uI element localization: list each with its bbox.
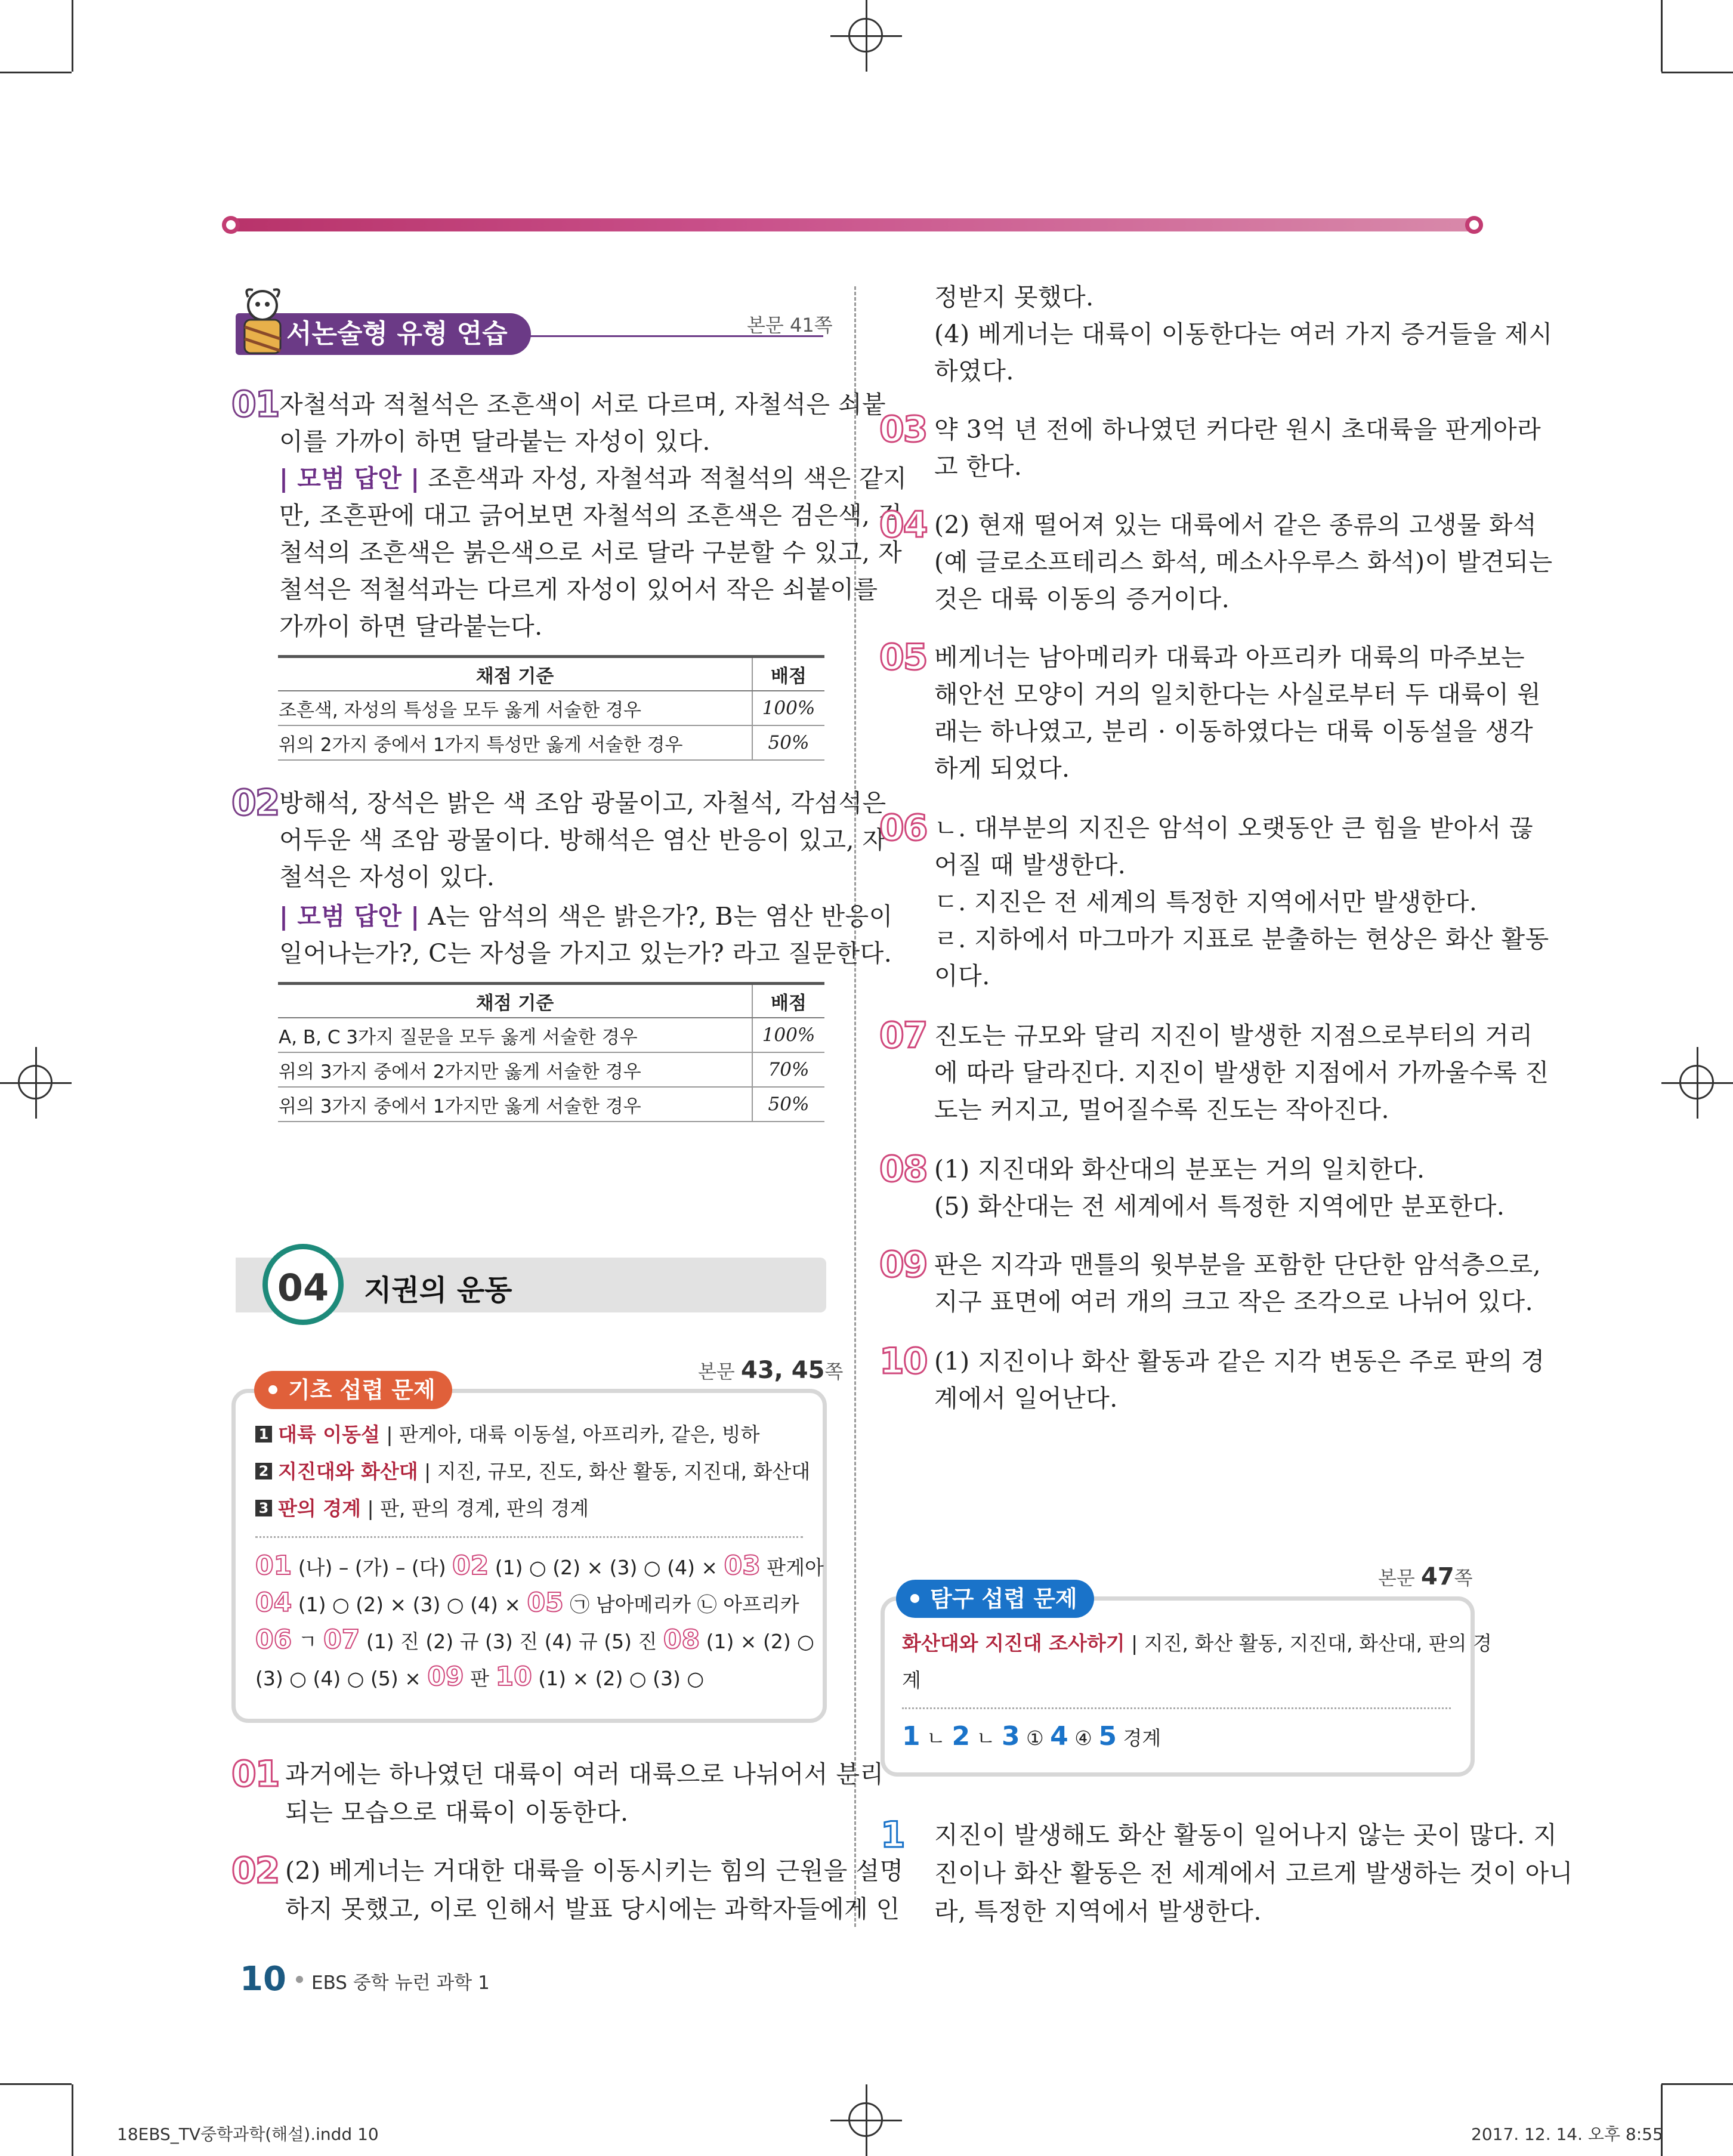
registration-mark bbox=[830, 2084, 902, 2156]
section-number: 04 bbox=[277, 1266, 329, 1309]
keyword-text: 판게아, 대륙 이동설, 아프리카, 같은, 빙하 bbox=[399, 1423, 760, 1446]
answer-value: (1) × (2) ○ (3) ○ bbox=[532, 1667, 705, 1690]
table-header: 배점 bbox=[752, 657, 824, 691]
table-cell: 70% bbox=[752, 1052, 824, 1087]
keyword-separator: | bbox=[1125, 1632, 1144, 1655]
answer-value: 판 bbox=[464, 1667, 496, 1690]
answer-value: 판게아 bbox=[760, 1556, 824, 1579]
registration-mark bbox=[0, 1047, 72, 1119]
explanation-line: (1) 지진대와 화산대의 분포는 거의 일치한다. bbox=[934, 1155, 1425, 1184]
scoring-table bbox=[278, 982, 824, 1122]
model-answer-line bbox=[279, 898, 893, 934]
page-reference bbox=[1378, 1563, 1473, 1590]
crop-mark bbox=[72, 2084, 73, 2156]
answer-row bbox=[255, 1588, 799, 1620]
model-answer-line: 철석의 조흔색은 붉은색으로 서로 달라 구분할 수 있고, 자 bbox=[279, 538, 903, 567]
explanation-line: 계에서 일어난다. bbox=[934, 1384, 1118, 1413]
explanation-line: 정받지 못했다. bbox=[934, 283, 1094, 311]
answer-value: (1) ○ (2) × (3) ○ (4) × bbox=[292, 1593, 527, 1616]
table-cell: 위의 3가지 중에서 1가지만 옳게 서술한 경우 bbox=[278, 1087, 752, 1122]
explanation-line: 되는 모습으로 대륙이 이동한다. bbox=[285, 1798, 629, 1827]
explanation-line: 이다. bbox=[934, 962, 990, 990]
question-number: 01 bbox=[231, 384, 279, 425]
keyword-label: 판의 경계 bbox=[278, 1497, 362, 1520]
answer-row bbox=[255, 1662, 704, 1694]
explanation-line: 지구 표면에 여러 개의 크고 작은 조각으로 나뉘어 있다. bbox=[934, 1287, 1534, 1316]
question-number: 05 bbox=[879, 637, 927, 678]
answer-row bbox=[255, 1551, 824, 1583]
keyword-number: 1 bbox=[255, 1426, 272, 1443]
answer-text-line: 방해석, 장석은 밝은 색 조암 광물이고, 자철석, 각섬석은 bbox=[279, 789, 886, 817]
page-ref-suffix: 쪽 bbox=[824, 1360, 844, 1383]
keyword-separator: | bbox=[418, 1460, 437, 1483]
model-answer-text: A는 암석의 색은 밝은가?, B는 염산 반응이 bbox=[419, 902, 893, 931]
answer-text-line: 철석은 자성이 있다. bbox=[279, 863, 495, 891]
model-answer-label: | 모범 답안 | bbox=[279, 464, 420, 493]
explanation-line: 래는 하나였고, 분리 · 이동하였다는 대륙 이동설을 생각 bbox=[934, 717, 1534, 746]
crop-mark bbox=[72, 0, 73, 72]
table-cell: A, B, C 3가지 질문을 모두 옳게 서술한 경우 bbox=[278, 1018, 752, 1052]
answer-value: (3) ○ (4) ○ (5) × bbox=[255, 1667, 428, 1690]
table-cell: 조흔색, 자성의 특성을 모두 옳게 서술한 경우 bbox=[278, 691, 752, 725]
answer-value: 경계 bbox=[1117, 1726, 1161, 1750]
scoring-table bbox=[278, 655, 824, 761]
explanation-line: ㄹ. 지하에서 마그마가 지표로 분출하는 현상은 화산 활동 bbox=[934, 925, 1549, 953]
page-ref-number: 47 bbox=[1421, 1563, 1454, 1590]
basic-problems-pill bbox=[254, 1371, 452, 1409]
table-row bbox=[278, 725, 824, 760]
keyword-label: 화산대와 지진대 조사하기 bbox=[902, 1632, 1125, 1655]
answer-number: 04 bbox=[255, 1587, 292, 1618]
table-row bbox=[278, 1018, 824, 1052]
answer-text-line: 이를 가까이 하면 달라붙는 자성이 있다. bbox=[279, 427, 711, 456]
keyword-line bbox=[255, 1420, 759, 1450]
keyword-text: 판, 판의 경계, 판의 경계 bbox=[380, 1497, 589, 1520]
pill-label: 탐구 섭렵 문제 bbox=[930, 1586, 1077, 1612]
explanation-line: 진도는 규모와 달리 지진이 발생한 지점으로부터의 거리 bbox=[934, 1021, 1533, 1050]
page-ref-prefix: 본문 bbox=[698, 1360, 741, 1383]
explanation-line: (4) 베게너는 대륙이 이동한다는 여러 가지 증거들을 제시 bbox=[934, 320, 1553, 348]
answer-value: (1) ○ (2) × (3) ○ (4) × bbox=[489, 1556, 724, 1579]
crop-mark bbox=[1661, 2084, 1663, 2156]
page-reference bbox=[698, 1357, 843, 1384]
question-number: 09 bbox=[879, 1244, 927, 1286]
table-row bbox=[278, 1087, 824, 1122]
question-number: 07 bbox=[879, 1015, 927, 1057]
date-slug: 2017. 12. 14. 오후 8:55 bbox=[1471, 2124, 1663, 2144]
answer-value: (나) – (가) – (다) bbox=[292, 1556, 453, 1579]
answer-number: 02 bbox=[452, 1550, 489, 1581]
table-cell: 100% bbox=[752, 691, 824, 725]
question-number: 08 bbox=[879, 1148, 927, 1190]
answer-number: 10 bbox=[495, 1661, 532, 1692]
explanation-line: 도는 커지고, 멀어질수록 진도는 작아진다. bbox=[934, 1095, 1389, 1124]
answer-number: 4 bbox=[1050, 1721, 1068, 1752]
answer-value: (1) × (2) ○ bbox=[700, 1630, 814, 1653]
answer-number: 08 bbox=[663, 1624, 700, 1655]
answer-number: 01 bbox=[255, 1550, 292, 1581]
keyword-number: 2 bbox=[255, 1463, 272, 1479]
explanation-line: 것은 대륙 이동의 증거이다. bbox=[934, 585, 1230, 613]
answer-row bbox=[902, 1722, 1161, 1753]
table-header: 채점 기준 bbox=[278, 657, 752, 691]
table-header: 배점 bbox=[752, 984, 824, 1018]
explanation-line: 판은 지각과 맨틀의 윗부분을 포함한 단단한 암석층으로, bbox=[934, 1250, 1542, 1279]
answer-number: 09 bbox=[427, 1661, 464, 1692]
answer-number: 2 bbox=[952, 1721, 971, 1752]
section-title: 지권의 운동 bbox=[364, 1274, 512, 1307]
crop-mark bbox=[0, 2083, 72, 2085]
model-answer-line: 만, 조흔판에 대고 긁어보면 자철석의 조흔색은 검은색, 적 bbox=[279, 501, 903, 530]
answer-value: ㄴ bbox=[970, 1726, 1002, 1750]
answer-value: ㄱ bbox=[292, 1630, 324, 1653]
answer-number: 1 bbox=[902, 1721, 920, 1752]
question-number: 04 bbox=[879, 504, 927, 546]
question-number: 10 bbox=[879, 1340, 927, 1382]
keyword-separator: | bbox=[361, 1497, 381, 1520]
registration-mark bbox=[830, 0, 902, 72]
section-number-badge bbox=[262, 1244, 344, 1325]
bar-end-dot bbox=[1465, 216, 1483, 234]
dotted-divider bbox=[255, 1536, 803, 1538]
file-slug: 18EBS_TV중학과학(해설).indd 10 bbox=[117, 2124, 379, 2144]
explanation-line: 어질 때 발생한다. bbox=[934, 851, 1126, 879]
explanation-line: 베게너는 남아메리카 대륙과 아프리카 대륙의 마주보는 bbox=[934, 643, 1525, 672]
explanation-line: 해안선 모양이 거의 일치한다는 사실로부터 두 대륙이 원 bbox=[934, 680, 1542, 709]
top-decorative-bar bbox=[227, 218, 1482, 231]
explanation-line: (2) 현재 떨어져 있는 대륙에서 같은 종류의 고생물 화석 bbox=[934, 511, 1537, 539]
essay-section-title: 서논술형 유형 연습 bbox=[286, 319, 508, 349]
model-answer-line: 일어나는가?, C는 자성을 가지고 있는가? 라고 질문한다. bbox=[279, 939, 892, 968]
explanation-line: (5) 화산대는 전 세계에서 특정한 지역에만 분포한다. bbox=[934, 1192, 1505, 1221]
question-number: 01 bbox=[231, 1753, 279, 1795]
answer-number: 5 bbox=[1098, 1721, 1117, 1752]
page-ref-suffix: 쪽 bbox=[1454, 1567, 1473, 1589]
answer-value: ④ bbox=[1068, 1726, 1099, 1750]
crop-mark bbox=[1661, 72, 1733, 73]
inquiry-problems-pill bbox=[896, 1580, 1094, 1618]
keyword-line: 계 bbox=[902, 1669, 921, 1692]
answer-value: ㉠ 남아메리카 ㉡ 아프리카 bbox=[563, 1593, 799, 1616]
explanation-line: 하였다. bbox=[934, 357, 1014, 385]
question-number: 02 bbox=[231, 1850, 279, 1892]
explanation-line: 에 따라 달라진다. 지진이 발생한 지점에서 가까울수록 진 bbox=[934, 1058, 1549, 1087]
footer-bullet bbox=[296, 1976, 303, 1983]
table-cell: 위의 3가지 중에서 2가지만 옳게 서술한 경우 bbox=[278, 1052, 752, 1087]
answer-text-line: 어두운 색 조암 광물이다. 방해석은 염산 반응이 있고, 자 bbox=[279, 826, 886, 854]
page-ref-prefix: 본문 bbox=[1378, 1567, 1421, 1589]
page-ref-number: 43, 45 bbox=[741, 1357, 825, 1384]
keyword-number: 3 bbox=[255, 1500, 272, 1516]
explanation-line: 진이나 화산 활동은 전 세계에서 고르게 발생하는 것이 아니 bbox=[934, 1859, 1573, 1888]
explanation-line: ㄴ. 대부분의 지진은 암석이 오랫동안 큰 힘을 받아서 끊 bbox=[934, 814, 1534, 842]
answer-text-line: 자철석과 적철석은 조흔색이 서로 다르며, 자철석은 쇠붙 bbox=[279, 390, 886, 419]
explanation-line: 라, 특정한 지역에서 발생한다. bbox=[934, 1897, 1262, 1926]
table-header: 채점 기준 bbox=[278, 984, 752, 1018]
bar-end-dot bbox=[222, 216, 240, 234]
question-number: 06 bbox=[879, 807, 927, 849]
keyword-label: 대륙 이동설 bbox=[278, 1423, 380, 1446]
explanation-line: 과거에는 하나였던 대륙이 여러 대륙으로 나뉘어서 분리 bbox=[285, 1760, 884, 1789]
answer-row bbox=[255, 1625, 814, 1657]
registration-mark bbox=[1661, 1047, 1733, 1119]
question-number: 02 bbox=[231, 782, 279, 824]
crop-mark bbox=[0, 72, 72, 73]
keyword-line bbox=[902, 1629, 1492, 1658]
explanation-line: (2) 베게너는 거대한 대륙을 이동시키는 힘의 근원을 설명 bbox=[285, 1857, 904, 1885]
table-cell: 위의 2가지 중에서 1가지 특성만 옳게 서술한 경우 bbox=[278, 725, 752, 760]
question-number: 03 bbox=[879, 409, 927, 450]
table-row bbox=[278, 1052, 824, 1087]
answer-value: ① bbox=[1020, 1726, 1051, 1750]
keyword-line bbox=[255, 1494, 589, 1524]
keyword-separator: | bbox=[379, 1423, 399, 1446]
answer-value: (1) 진 (2) 규 (3) 진 (4) 규 (5) 진 bbox=[360, 1630, 663, 1653]
page-number: 10 bbox=[240, 1960, 286, 1999]
explanation-line: 지진이 발생해도 화산 활동이 일어나지 않는 곳이 많다. 지 bbox=[934, 1821, 1558, 1849]
table-cell: 50% bbox=[752, 1087, 824, 1122]
model-answer-line: 가까이 하면 달라붙는다. bbox=[279, 612, 543, 641]
crop-mark bbox=[1661, 2083, 1733, 2085]
keyword-label: 지진대와 화산대 bbox=[278, 1460, 418, 1483]
question-number: 1 bbox=[881, 1814, 904, 1856]
explanation-line: (예 글로소프테리스 화석, 메소사우루스 화석)이 발견되는 bbox=[934, 548, 1553, 576]
model-answer-text: 조흔색과 자성, 자철석과 적철석의 색은 같지 bbox=[419, 464, 907, 493]
explanation-line: 하지 못했고, 이로 인해서 발표 당시에는 과학자들에게 인 bbox=[285, 1895, 900, 1923]
crop-mark bbox=[1661, 0, 1663, 72]
book-title: EBS 중학 뉴런 과학 1 bbox=[311, 1972, 490, 1994]
answer-number: 3 bbox=[1001, 1721, 1020, 1752]
answer-number: 03 bbox=[724, 1550, 761, 1581]
dotted-divider bbox=[902, 1707, 1451, 1709]
answer-number: 05 bbox=[527, 1587, 564, 1618]
page-reference: 본문 41쪽 bbox=[747, 314, 833, 336]
keyword-line bbox=[255, 1457, 810, 1487]
model-answer-line bbox=[279, 461, 907, 496]
explanation-line: (1) 지진이나 화산 활동과 같은 지각 변동은 주로 판의 경 bbox=[934, 1347, 1545, 1376]
explanation-line: 하게 되었다. bbox=[934, 754, 1070, 783]
keyword-text: 지진, 규모, 진도, 화산 활동, 지진대, 화산대 bbox=[437, 1460, 811, 1483]
pill-label: 기초 섭렵 문제 bbox=[288, 1377, 435, 1403]
explanation-line: 고 한다. bbox=[934, 452, 1022, 481]
answer-value: ㄴ bbox=[920, 1726, 952, 1750]
answer-number: 07 bbox=[323, 1624, 360, 1655]
explanation-line: 약 3억 년 전에 하나였던 커다란 원시 초대륙을 판게아라 bbox=[934, 415, 1542, 444]
model-answer-label: | 모범 답안 | bbox=[279, 902, 420, 931]
answer-number: 06 bbox=[255, 1624, 292, 1655]
model-answer-line: 철석은 적철석과는 다르게 자성이 있어서 작은 쇠붙이를 bbox=[279, 575, 878, 604]
table-cell: 100% bbox=[752, 1018, 824, 1052]
keyword-text: 지진, 화산 활동, 지진대, 화산대, 판의 경 bbox=[1144, 1632, 1492, 1655]
table-cell: 50% bbox=[752, 725, 824, 760]
table-row bbox=[278, 691, 824, 725]
explanation-line: ㄷ. 지진은 전 세계의 특정한 지역에서만 발생한다. bbox=[934, 888, 1478, 916]
